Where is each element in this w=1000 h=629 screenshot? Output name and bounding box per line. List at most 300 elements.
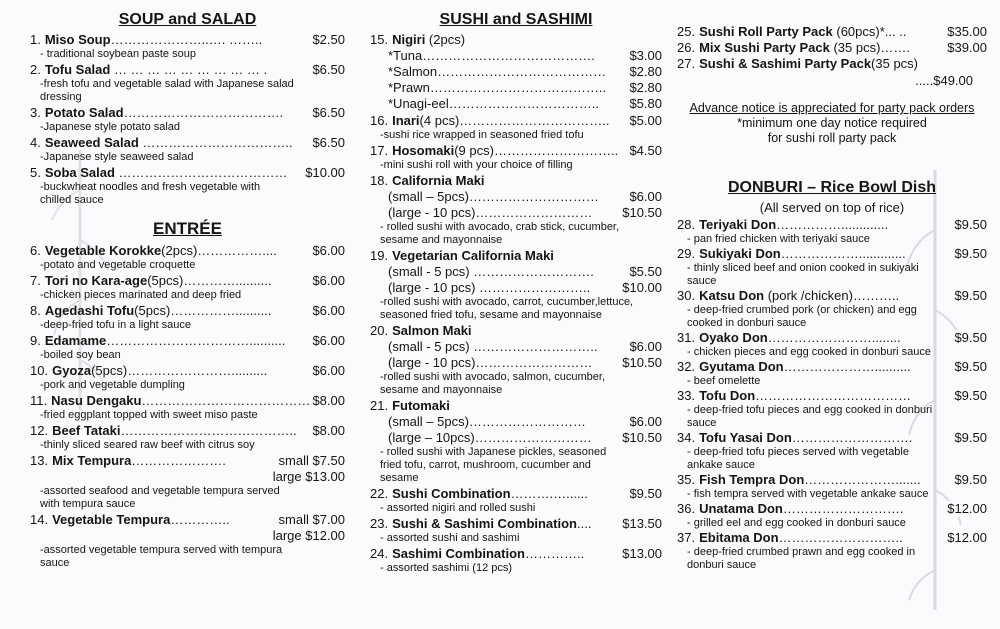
menu-item-price-large-row bbox=[30, 469, 345, 485]
menu-item bbox=[30, 393, 345, 422]
menu-item-portion: (2pcs) bbox=[161, 243, 198, 258]
menu-item-option-label: (small - 5 pcs) bbox=[388, 339, 470, 354]
menu-item-name-line bbox=[677, 501, 987, 517]
entree-list bbox=[30, 243, 345, 570]
menu-item-name: Sushi Roll Party Pack bbox=[699, 24, 833, 39]
menu-item-description: -fried eggplant topped with sweet miso paste bbox=[40, 409, 258, 421]
menu-item bbox=[30, 303, 345, 332]
menu-item-option bbox=[370, 280, 662, 296]
menu-item-description: -rolled sushi with avocado, salmon, cucumber, bbox=[380, 371, 605, 383]
menu-item-row bbox=[370, 248, 662, 264]
menu-item-option-leader: ………………………………….. bbox=[429, 80, 607, 95]
menu-item-price: $13.50 bbox=[622, 516, 662, 531]
menu-item-number: 33. bbox=[677, 388, 696, 403]
menu-item bbox=[30, 363, 345, 392]
menu-item-price: $6.00 bbox=[312, 333, 345, 348]
menu-item-option bbox=[370, 80, 662, 96]
menu-item-name: Sushi & Sashimi Party Pack bbox=[699, 56, 872, 71]
menu-item-option-leader: ……………………… bbox=[474, 430, 592, 445]
column-middle bbox=[370, 0, 662, 576]
menu-item bbox=[370, 113, 662, 142]
menu-item-number: 21. bbox=[370, 398, 389, 413]
menu-item-name: Vegetable Tempura bbox=[52, 512, 171, 527]
menu-item-row bbox=[30, 273, 345, 289]
menu-item-price: $9.50 bbox=[954, 388, 987, 403]
menu-item-price: small $7.00 bbox=[278, 512, 345, 527]
menu-item-option-leader: …………………….. bbox=[475, 280, 591, 295]
menu-item-row bbox=[30, 453, 345, 469]
menu-item bbox=[677, 472, 987, 501]
column-right bbox=[677, 0, 987, 572]
menu-item-price: $6.50 bbox=[312, 135, 345, 150]
menu-item-number: 3. bbox=[30, 105, 41, 120]
menu-item-number: 37. bbox=[677, 530, 696, 545]
menu-item-portion: (5pcs) bbox=[147, 273, 184, 288]
menu-item-name: Ebitama Don bbox=[699, 530, 779, 545]
menu-item-name: Edamame bbox=[44, 333, 107, 348]
menu-item-option-price: $10.00 bbox=[622, 280, 662, 295]
menu-item-description: - assorted nigiri and rolled sushi bbox=[380, 502, 536, 514]
menu-item-price: $10.00 bbox=[305, 165, 345, 180]
menu-item-row bbox=[677, 40, 987, 56]
menu-item-number: 24. bbox=[370, 546, 389, 561]
menu-item-price: $9.50 bbox=[954, 288, 987, 303]
menu-item-name-line bbox=[677, 430, 987, 446]
menu-item-row bbox=[30, 423, 345, 439]
menu-item-price-large-row bbox=[30, 528, 345, 544]
menu-item-leader: … … … … … … … … … . bbox=[110, 62, 268, 77]
menu-item-option-price: $6.00 bbox=[629, 414, 662, 429]
menu-item-leader: ……………………………… bbox=[755, 388, 912, 403]
menu-item-description: chilled sauce bbox=[40, 194, 104, 206]
menu-item-leader: ………………………. bbox=[791, 430, 913, 445]
menu-item-portion: (5pcs) bbox=[134, 303, 171, 318]
menu-item-number: 29. bbox=[677, 246, 696, 261]
menu-item-leader: ………….. bbox=[170, 512, 230, 527]
menu-item-row bbox=[30, 62, 345, 78]
menu-item-row bbox=[30, 393, 345, 409]
menu-item-row bbox=[677, 56, 987, 72]
menu-item-leader: …………………….......... bbox=[127, 363, 268, 378]
menu-item-option bbox=[370, 264, 662, 280]
menu-item-name: Katsu Don bbox=[699, 288, 765, 303]
menu-item-name-line bbox=[370, 546, 662, 562]
menu-item-name: Sushi & Sashimi Combination bbox=[392, 516, 577, 531]
menu-item-description: -potato and vegetable croquette bbox=[40, 259, 196, 271]
menu-item-number: 17. bbox=[370, 143, 389, 158]
menu-item-description: sauce bbox=[687, 417, 717, 429]
menu-item-price-large: large $13.00 bbox=[272, 469, 345, 484]
menu-item-option-leader: ………………………… bbox=[468, 189, 599, 204]
menu-item-price: $35.00 bbox=[947, 24, 987, 39]
menu-item-leader: ………………………………… bbox=[114, 165, 288, 180]
menu-item-leader: …………………. bbox=[131, 453, 226, 468]
menu-item-row bbox=[677, 530, 987, 546]
menu-item-leader: …………………………….. bbox=[459, 113, 610, 128]
menu-item-description: - thinly sliced beef and onion cooked in sukiyaki bbox=[687, 262, 919, 274]
menu-item-price: $9.50 bbox=[954, 246, 987, 261]
menu-item-number: 12. bbox=[30, 423, 49, 438]
menu-item-leader: ……….…...... bbox=[510, 486, 588, 501]
menu-item bbox=[677, 246, 987, 288]
menu-item-description: -thinly sliced seared raw beef with citrus soy bbox=[40, 439, 255, 451]
menu-item bbox=[370, 32, 662, 112]
menu-item-row bbox=[30, 32, 345, 48]
menu-item-leader: …………….......... bbox=[170, 303, 272, 318]
menu-item bbox=[30, 512, 345, 570]
menu-item-portion: (60pcs)*... .. bbox=[832, 24, 907, 39]
menu-item-name-line bbox=[370, 516, 662, 532]
menu-item-price: $6.00 bbox=[312, 273, 345, 288]
menu-item-description: -Japanese style potato salad bbox=[40, 121, 181, 133]
menu-item bbox=[677, 330, 987, 359]
menu-item-number: 30. bbox=[677, 288, 696, 303]
menu-item-name-line bbox=[370, 323, 662, 339]
menu-item-portion: (35 pcs) bbox=[871, 56, 919, 71]
menu-item bbox=[370, 323, 662, 397]
menu-item-name: Tofu Salad bbox=[44, 62, 111, 77]
section-title-entree: ENTRÉE bbox=[153, 219, 222, 238]
menu-item-name: Tori no Kara-age bbox=[44, 273, 148, 288]
menu-item-name-line bbox=[677, 217, 987, 233]
menu-item-row bbox=[370, 516, 662, 532]
menu-item bbox=[677, 288, 987, 330]
menu-item-number: 28. bbox=[677, 217, 696, 232]
menu-item bbox=[370, 143, 662, 172]
menu-item-name-line bbox=[370, 248, 662, 264]
menu-item-description: - fish tempra served with vegetable ankake sauce bbox=[687, 488, 929, 500]
menu-item-option-label: (small – 5pcs) bbox=[388, 414, 469, 429]
menu-item-number: 20. bbox=[370, 323, 389, 338]
menu-item-name: Tofu Yasai Don bbox=[699, 430, 792, 445]
menu-item-description: ankake sauce bbox=[687, 459, 755, 471]
menu-item-option-label: (small - 5 pcs) bbox=[388, 264, 470, 279]
menu-item-name: Mix Tempura bbox=[52, 453, 132, 468]
menu-item bbox=[677, 388, 987, 430]
menu-item-number: 26. bbox=[677, 40, 696, 55]
menu-item-name: Agedashi Tofu bbox=[44, 303, 135, 318]
menu-item-price: $9.50 bbox=[954, 217, 987, 232]
menu-item-row bbox=[677, 288, 987, 304]
menu-item-number: 15. bbox=[370, 32, 389, 47]
menu-item-name: Gyoza bbox=[52, 363, 92, 378]
menu-item-row bbox=[370, 32, 662, 48]
section-title-sushi: SUSHI and SASHIMI bbox=[439, 11, 593, 28]
menu-item-option bbox=[370, 430, 662, 446]
menu-item-price: $6.00 bbox=[312, 303, 345, 318]
menu-item-number: 23. bbox=[370, 516, 389, 531]
menu-item-name-line bbox=[677, 24, 987, 40]
section-title-donburi: DONBURI – Rice Bowl Dish bbox=[727, 179, 937, 196]
menu-item-option-price: $10.50 bbox=[622, 430, 662, 445]
menu-item-description: sesame and mayonnaise bbox=[380, 234, 503, 246]
menu-item-name-line bbox=[677, 246, 987, 262]
party-pack-27-price: .....$49.00 bbox=[915, 73, 973, 88]
menu-item-number: 16. bbox=[370, 113, 389, 128]
menu-item-description: -fresh tofu and vegetable salad with Japanese salad bbox=[40, 78, 294, 90]
menu-item-row bbox=[370, 143, 662, 159]
menu-item-number: 13. bbox=[30, 453, 49, 468]
menu-item-option-leader: ……………………….. bbox=[469, 339, 598, 354]
menu-item bbox=[677, 24, 987, 40]
menu-item-option-price: $5.80 bbox=[629, 96, 662, 111]
menu-item-name-line bbox=[30, 273, 345, 289]
menu-item-number: 10. bbox=[30, 363, 49, 378]
menu-item-leader: ………….. bbox=[524, 546, 585, 561]
menu-item-name-line bbox=[30, 32, 345, 48]
menu-item-name: Salmon Maki bbox=[392, 323, 472, 338]
menu-item-option bbox=[370, 48, 662, 64]
menu-item-price: $12.00 bbox=[947, 501, 987, 516]
menu-item bbox=[370, 486, 662, 515]
menu-item-price-large: large $12.00 bbox=[272, 528, 345, 543]
menu-item-name-line bbox=[30, 363, 345, 379]
party-notice-line-3: for sushi roll party pack bbox=[767, 131, 897, 145]
menu-item-name: Futomaki bbox=[392, 398, 450, 413]
menu-item-description: donburi sauce bbox=[687, 559, 757, 571]
menu-item bbox=[677, 359, 987, 388]
menu-item-number: 19. bbox=[370, 248, 389, 263]
menu-item-option-price: $2.80 bbox=[629, 80, 662, 95]
menu-item-number: 4. bbox=[30, 135, 41, 150]
menu-item-description: -Japanese style seaweed salad bbox=[40, 151, 194, 163]
menu-item-row bbox=[370, 398, 662, 414]
menu-item-name: California Maki bbox=[392, 173, 485, 188]
menu-item-description: -chicken pieces marinated and deep fried bbox=[40, 289, 242, 301]
menu-item-name: Miso Soup bbox=[44, 32, 111, 47]
menu-item-price: $8.00 bbox=[312, 423, 345, 438]
menu-item-name: Potato Salad bbox=[44, 105, 124, 120]
menu-item bbox=[30, 135, 345, 164]
menu-item-option-price: $10.50 bbox=[622, 205, 662, 220]
menu-item-name: Oyako Don bbox=[699, 330, 768, 345]
menu-item-number: 8. bbox=[30, 303, 41, 318]
menu-item-name-line bbox=[677, 530, 987, 546]
menu-item-leader: ………………….......... bbox=[783, 359, 911, 374]
menu-item-description: -sushi rice wrapped in seasoned fried tofu bbox=[380, 129, 584, 141]
menu-item-row bbox=[677, 430, 987, 446]
menu-item-price: $6.50 bbox=[312, 105, 345, 120]
menu-item-number: 6. bbox=[30, 243, 41, 258]
menu-item-option bbox=[370, 355, 662, 371]
menu-item-portion: (4 pcs) bbox=[419, 113, 460, 128]
menu-item-name: Seaweed Salad bbox=[44, 135, 139, 150]
menu-item-row bbox=[30, 243, 345, 259]
menu-item-leader: …………….... bbox=[197, 243, 277, 258]
menu-item-name-line bbox=[370, 32, 662, 48]
menu-item-option-leader: ………………………………… bbox=[437, 64, 607, 79]
menu-item-number: 35. bbox=[677, 472, 696, 487]
menu-item-row bbox=[677, 388, 987, 404]
menu-item-number: 14. bbox=[30, 512, 49, 527]
menu-item-name-line bbox=[677, 472, 987, 488]
menu-item-name: Soba Salad bbox=[44, 165, 115, 180]
menu-item-option-price: $2.80 bbox=[629, 64, 662, 79]
menu-item-description: sesame bbox=[380, 472, 419, 484]
menu-item-description: - rolled sushi with avocado, crab stick, cucumber, bbox=[380, 221, 620, 233]
menu-item-row bbox=[677, 246, 987, 262]
menu-item-name-line bbox=[677, 330, 987, 346]
menu-item-option bbox=[370, 205, 662, 221]
menu-item bbox=[677, 430, 987, 472]
menu-item-description: - grilled eel and egg cooked in donburi sauce bbox=[687, 517, 906, 529]
menu-item-price: $9.50 bbox=[954, 330, 987, 345]
party-notice-line-2: *minimum one day notice required bbox=[737, 116, 927, 130]
menu-item-name-line bbox=[677, 40, 987, 56]
menu-item bbox=[30, 165, 345, 207]
menu-item-option bbox=[370, 339, 662, 355]
menu-item bbox=[30, 105, 345, 134]
menu-item-description: with tempura sauce bbox=[40, 498, 136, 510]
menu-item-name-line bbox=[370, 113, 662, 129]
menu-item-option-label: (large - 10 pcs) bbox=[388, 280, 476, 295]
menu-item-name-line bbox=[677, 288, 987, 304]
menu-item-leader: ……………............. bbox=[776, 217, 889, 232]
menu-item-row bbox=[30, 105, 345, 121]
menu-item-name-line bbox=[30, 243, 345, 259]
menu-item-name-line bbox=[30, 135, 345, 151]
menu-item-description: -mini sushi roll with your choice of filling bbox=[380, 159, 573, 171]
menu-item bbox=[370, 546, 662, 575]
menu-item-name-line bbox=[370, 486, 662, 502]
menu-item-number: 7. bbox=[30, 273, 41, 288]
menu-item-description: fried tofu, carrot, mushroom, cucumber and bbox=[380, 459, 591, 471]
menu-item-description: -deep-fried tofu in a light sauce bbox=[40, 319, 192, 331]
menu-item-leader: ………………………………… bbox=[141, 393, 311, 408]
menu-item-row bbox=[677, 24, 987, 40]
menu-item-description: -assorted vegetable tempura served with tempura bbox=[40, 544, 283, 556]
menu-item-name: Fish Tempra Don bbox=[699, 472, 805, 487]
menu-item-price: $9.50 bbox=[954, 359, 987, 374]
menu-item-price: $9.50 bbox=[629, 486, 662, 501]
menu-item-name-line bbox=[30, 62, 345, 78]
menu-item-price: $9.50 bbox=[954, 472, 987, 487]
section-title-soup: SOUP and SALAD bbox=[118, 11, 257, 28]
menu-item-price: $8.00 bbox=[312, 393, 345, 408]
menu-item-description: seasoned fried tofu, sesame and mayonnaise bbox=[380, 309, 602, 321]
menu-item-name: Vegetable Korokke bbox=[44, 243, 162, 258]
menu-item-leader: …………………....... bbox=[804, 472, 921, 487]
menu-item-name-line bbox=[370, 143, 662, 159]
menu-item-name: Sukiyaki Don bbox=[699, 246, 781, 261]
menu-item-leader: ……………………........ bbox=[767, 330, 901, 345]
sushi-list bbox=[370, 32, 662, 575]
menu-item-name-line bbox=[30, 333, 345, 349]
menu-item-price: $5.00 bbox=[629, 113, 662, 128]
menu-item-name: Sashimi Combination bbox=[392, 546, 525, 561]
menu-item-price: small $7.50 bbox=[278, 453, 345, 468]
menu-item-name: Gyutama Don bbox=[699, 359, 784, 374]
menu-item-option-label: (large – 10pcs) bbox=[388, 430, 475, 445]
donburi-list bbox=[677, 217, 987, 572]
menu-item-price: $4.50 bbox=[629, 143, 662, 158]
menu-item-leader: …………………………….. bbox=[138, 135, 293, 150]
menu-item-option bbox=[370, 414, 662, 430]
menu-item-row bbox=[370, 113, 662, 129]
menu-item-number: 22. bbox=[370, 486, 389, 501]
menu-item-row bbox=[30, 165, 345, 181]
menu-item-name: Sushi Combination bbox=[392, 486, 511, 501]
menu-item-name: Inari bbox=[392, 113, 420, 128]
menu-item-leader: ……………………….. bbox=[493, 143, 619, 158]
menu-item-row bbox=[370, 486, 662, 502]
menu-item-option-label: (large - 10 pcs) bbox=[388, 355, 476, 370]
menu-item-description: - beef omelette bbox=[687, 375, 761, 387]
menu-item-name-line bbox=[370, 173, 662, 189]
column-left bbox=[30, 0, 345, 571]
menu-item-description: - traditional soybean paste soup bbox=[40, 48, 196, 60]
menu-item-option bbox=[370, 189, 662, 205]
donburi-subtitle: (All served on top of rice) bbox=[759, 200, 905, 215]
menu-item-description: sauce bbox=[40, 557, 70, 569]
menu-item bbox=[370, 398, 662, 485]
menu-item bbox=[370, 173, 662, 247]
menu-item bbox=[370, 516, 662, 545]
menu-item-option-price: $5.50 bbox=[629, 264, 662, 279]
menu-item-name-line bbox=[30, 105, 345, 121]
menu-item-leader: ………………………. bbox=[782, 501, 904, 516]
menu-item-description: - deep-fried crumbed pork (or chicken) and egg bbox=[687, 304, 917, 316]
menu-item-description: -buckwheat noodles and fresh vegetable with bbox=[40, 181, 261, 193]
menu-item-row bbox=[677, 217, 987, 233]
menu-item-option bbox=[370, 64, 662, 80]
menu-item-description: - rolled sushi with Japanese pickles, seasoned bbox=[380, 446, 607, 458]
menu-item-name-line bbox=[370, 398, 662, 414]
menu-item-number: 25. bbox=[677, 24, 696, 39]
menu-item-description: -boiled soy bean bbox=[40, 349, 121, 361]
menu-item-name: Mix Sushi Party Pack bbox=[699, 40, 830, 55]
menu-item-description: - pan fried chicken with teriyaki sauce bbox=[687, 233, 870, 245]
menu-item-number: 11. bbox=[30, 393, 48, 408]
menu-item-row bbox=[30, 303, 345, 319]
menu-item bbox=[30, 273, 345, 302]
menu-item-option-price: $10.50 bbox=[622, 355, 662, 370]
menu-item-name-line bbox=[30, 423, 345, 439]
menu-item-leader: ………………………………. bbox=[123, 105, 284, 120]
menu-item-option-leader: …………………………………. bbox=[422, 48, 595, 63]
menu-item-price: $6.50 bbox=[312, 62, 345, 77]
menu-item-row bbox=[370, 173, 662, 189]
menu-item-description: - assorted sushi and sashimi bbox=[380, 532, 520, 544]
menu-item-price: $12.00 bbox=[947, 530, 987, 545]
menu-item-price: $13.00 bbox=[622, 546, 662, 561]
menu-item-name-line bbox=[30, 393, 345, 409]
menu-item-description: -pork and vegetable dumpling bbox=[40, 379, 185, 391]
menu-item-option-label: (small – 5pcs) bbox=[388, 189, 469, 204]
menu-item-option-leader: ……………………… bbox=[475, 205, 593, 220]
menu-item-option-label: *Prawn bbox=[388, 80, 430, 95]
menu-item-row bbox=[677, 359, 987, 375]
menu-item-leader: ………….......... bbox=[183, 273, 272, 288]
menu-item-name-line bbox=[677, 388, 987, 404]
menu-item bbox=[30, 333, 345, 362]
menu-item-row bbox=[30, 363, 345, 379]
menu-item-leader: .... bbox=[577, 516, 592, 531]
menu-item-price: $9.50 bbox=[954, 430, 987, 445]
menu-item-option-label: *Salmon bbox=[388, 64, 438, 79]
menu-item-description: cooked in donburi sauce bbox=[687, 317, 807, 329]
menu-item-leader: ………………………………….. bbox=[120, 423, 297, 438]
menu-item bbox=[30, 243, 345, 272]
menu-item-row bbox=[677, 472, 987, 488]
menu-item-number: 1. bbox=[30, 32, 41, 47]
menu-item-portion: (pork /chicken) bbox=[764, 288, 853, 303]
menu-item bbox=[677, 501, 987, 530]
menu-item-name-line bbox=[30, 165, 345, 181]
menu-item-price: $6.00 bbox=[312, 363, 345, 378]
menu-item-description: - deep-fried crumbed prawn and egg cooked in bbox=[687, 546, 916, 558]
menu-item-price: $6.00 bbox=[312, 243, 345, 258]
